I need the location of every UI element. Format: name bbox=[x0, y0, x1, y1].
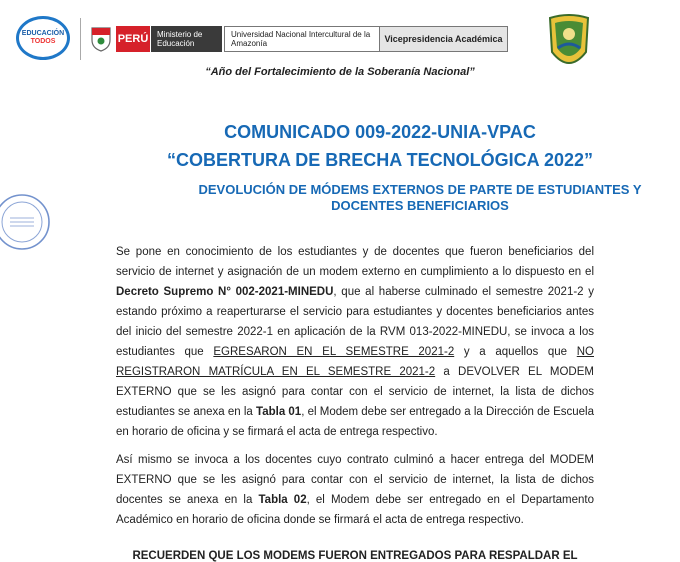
p2-text-a: Así mismo se invoca a los docentes cuyo contrato culminó a hacer entrega del MODEM EXTERNO que se les asignó para contar con el servicio de internet, la lista de dichos docentes se anexa en la bbox=[116, 454, 594, 506]
p1-text-a: Se pone en conocimiento de los estudiantes y de docentes que fueron beneficiarios del servicio de internet y asignación de un modem externo en cumplimiento a lo dispuesto en el bbox=[116, 246, 594, 278]
p1-text-e: y a aquellos que bbox=[454, 346, 577, 358]
year-motto: “Año del Fortalecimiento de la Soberanía Nacional” bbox=[205, 66, 475, 78]
reminder-heading-cut: RECUERDEN QUE LOS MODEMS FUERON ENTREGADOS PARA RESPALDAR EL bbox=[132, 550, 578, 562]
logo-text-educacion: EDUCACIÓN bbox=[21, 30, 65, 37]
p1-no-matricula-underlined: NO REGISTRARON MATRÍCULA EN EL SEMESTRE 2021-2 bbox=[116, 346, 594, 378]
p1-text-g: a DEVOLVER EL MODEM EXTERNO que se les asignó para contar con el servicio de internet, la lista de dichos estudiantes se anexa en la bbox=[116, 366, 594, 418]
p1-decree-reference: Decreto Supremo N° 002-2021-MINEDU bbox=[116, 286, 334, 298]
p1-text-c: , que al haberse culminado el semestre 2021-2 y estando próximo a reaperturarse el servicio para estudiantes y docentes beneficiarios antes del inicio del semestre 2022-1 en aplicación de la RVM 013-2022-MINEDU, se invoca a los estudiantes que bbox=[116, 286, 595, 358]
university-label: Universidad Nacional Intercultural de la Amazonía bbox=[224, 26, 380, 52]
document-title: COMUNICADO 009-2022-UNIA-VPAC bbox=[224, 122, 536, 142]
p2-tabla-02-reference: Tabla 02 bbox=[258, 494, 307, 506]
office-label: Vicepresidencia Académica bbox=[380, 26, 508, 52]
paragraph-students bbox=[116, 242, 594, 442]
university-crest-icon bbox=[546, 14, 592, 74]
ministry-label: Ministerio de Educación bbox=[151, 26, 222, 52]
educacion-todos-logo bbox=[14, 16, 72, 62]
p1-text-i: , el Modem debe ser entregado a la Dirección de Escuela en horario de oficina y se firmará el acta de entrega respectivo. bbox=[116, 406, 594, 438]
p1-egresaron-underlined: EGRESARON EN EL SEMESTRE 2021-2 bbox=[213, 346, 455, 358]
header-divider bbox=[80, 18, 81, 60]
document-header bbox=[0, 0, 680, 92]
peru-label: PERÚ bbox=[116, 26, 150, 52]
paragraph-teachers bbox=[116, 450, 594, 530]
document-subtitle: “COBERTURA DE BRECHA TECNOLÓGICA 2022” bbox=[166, 150, 594, 170]
peru-coat-of-arms-icon bbox=[90, 26, 112, 52]
p1-tabla-01-reference: Tabla 01 bbox=[256, 406, 302, 418]
p2-text-c: , el Modem debe ser entregado en el Departamento Académico en horario de oficina donde se firmará el acta de entrega respectivo. bbox=[116, 494, 595, 526]
document-heading: DEVOLUCIÓN DE MÓDEMS EXTERNOS DE PARTE DE ESTUDIANTES Y DOCENTES BENEFICIARIOS bbox=[198, 182, 642, 213]
office-seal-stamp-icon bbox=[0, 192, 60, 252]
logo-text-todos: TODOS bbox=[30, 38, 56, 45]
